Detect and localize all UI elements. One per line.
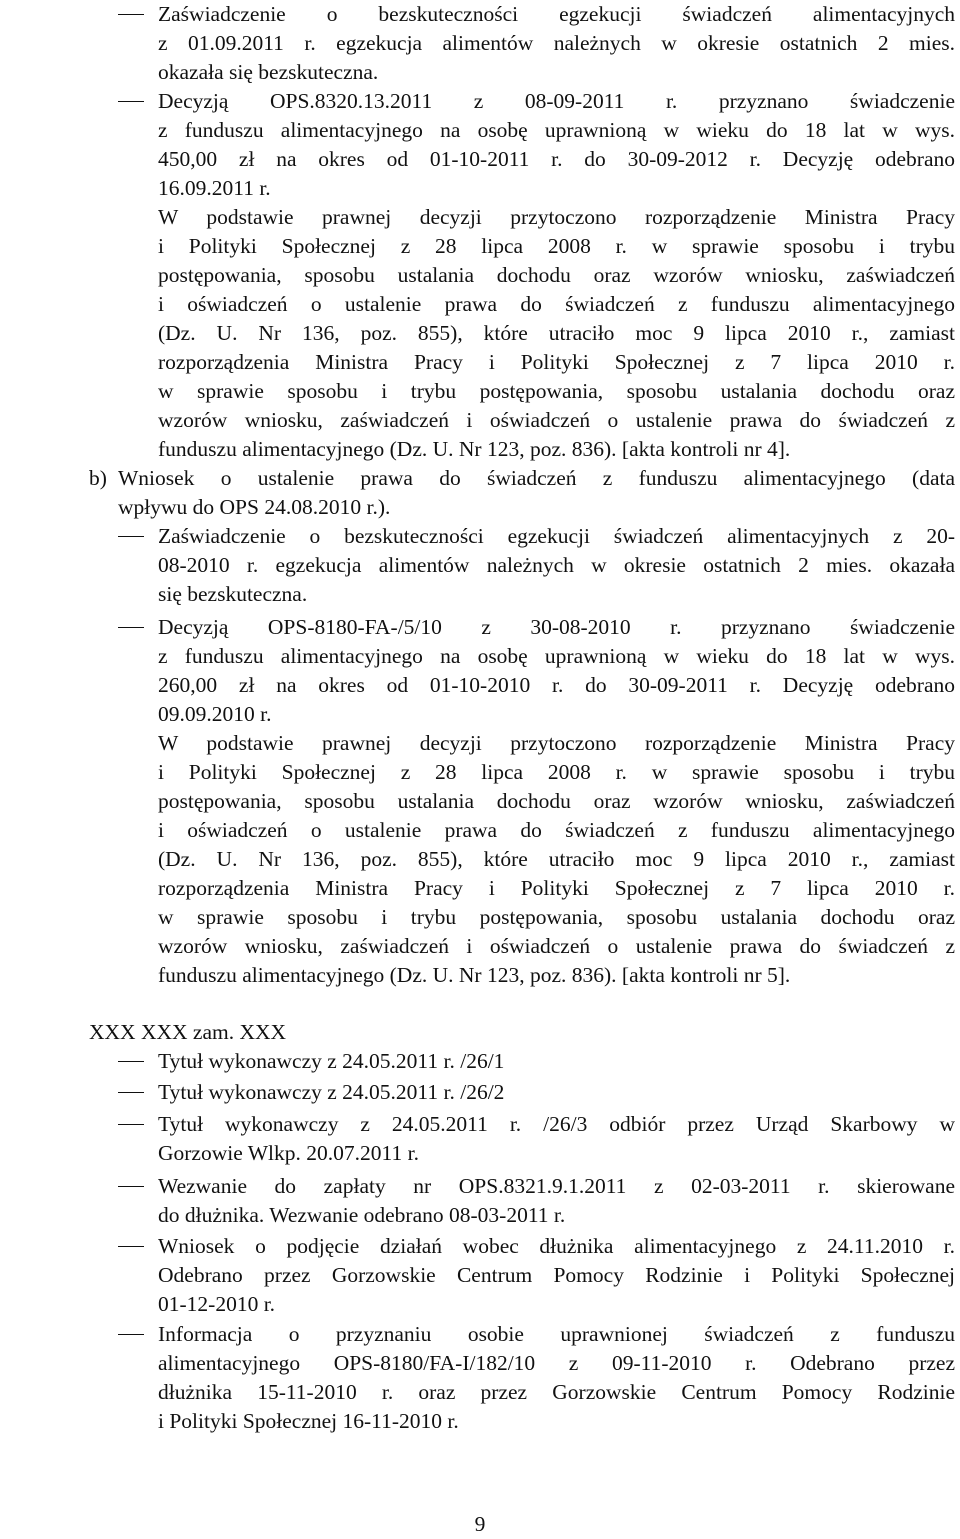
text-line: Decyzją OPS.8320.13.2011 z 08-09-2011 r. przyznano świadczenie bbox=[158, 89, 955, 113]
text-line: 16.09.2011 r. bbox=[158, 176, 271, 200]
text-line: w sprawie sposobu i trybu postępowania, sposobu ustalania dochodu oraz bbox=[158, 379, 955, 403]
dash-bullet bbox=[118, 1092, 144, 1093]
text-line: postępowania, sposobu ustalania dochodu oraz wzorów wniosku, zaświadczeń bbox=[158, 789, 955, 813]
text-line: 260,00 zł na okres od 01-10-2010 r. do 30-09-2011 r. Decyzję odebrano bbox=[158, 673, 955, 697]
text-line: 09.09.2010 r. bbox=[158, 702, 272, 726]
text-line: rozporządzenia Ministra Pracy i Polityki Społecznej z 7 lipca 2010 r. bbox=[158, 350, 955, 374]
text-line: z 01.09.2011 r. egzekucja alimentów należnych w okresie ostatnich 2 mies. bbox=[158, 31, 955, 55]
text-line: 08-2010 r. egzekucja alimentów należnych w okresie ostatnich 2 mies. okazała bbox=[158, 553, 955, 577]
text-line: Decyzją OPS-8180-FA-/5/10 z 30-08-2010 r. przyznano świadczenie bbox=[158, 615, 955, 639]
dash-bullet bbox=[118, 536, 144, 537]
text-line: w sprawie sposobu i trybu postępowania, sposobu ustalania dochodu oraz bbox=[158, 905, 955, 929]
dash-bullet bbox=[118, 1246, 144, 1247]
text-line: się bezskuteczna. bbox=[158, 582, 308, 606]
list-item bbox=[158, 0, 955, 87]
text-line: W podstawie prawnej decyzji przytoczono rozporządzenie Ministra Pracy bbox=[158, 731, 955, 755]
text-line: wpływu do OPS 24.08.2010 r.). bbox=[118, 495, 391, 519]
text-line: 01-12-2010 r. bbox=[158, 1292, 276, 1316]
text-line: Tytuł wykonawczy z 24.05.2011 r. /26/3 odbiór przez Urząd Skarbowy w bbox=[158, 1112, 955, 1136]
text-line: i Polityki Społecznej z 28 lipca 2008 r. w sprawie sposobu i trybu bbox=[158, 234, 955, 258]
list-item bbox=[158, 1078, 955, 1107]
text-line: Odebrano przez Gorzowskie Centrum Pomocy Rodzinie i Polityki Społecznej bbox=[158, 1263, 955, 1287]
text-line: Informacja o przyznaniu osobie uprawnionej świadczeń z funduszu bbox=[158, 1322, 955, 1346]
text-line: i Polityki Społecznej 16-11-2010 r. bbox=[158, 1409, 459, 1433]
text-line: W podstawie prawnej decyzji przytoczono rozporządzenie Ministra Pracy bbox=[158, 205, 955, 229]
text-line: Tytuł wykonawczy z 24.05.2011 r. /26/2 bbox=[158, 1080, 505, 1104]
dash-bullet bbox=[118, 14, 144, 15]
list-item bbox=[158, 87, 955, 464]
text-line: Wezwanie do zapłaty nr OPS.8321.9.1.2011 z 02-03-2011 r. skierowane bbox=[158, 1174, 955, 1198]
dash-bullet bbox=[118, 1334, 144, 1335]
text-line: dłużnika 15-11-2010 r. oraz przez Gorzowskie Centrum Pomocy Rodzinie bbox=[158, 1380, 955, 1404]
text-line: XXX XXX zam. XXX bbox=[89, 1020, 287, 1044]
list-item bbox=[158, 1172, 955, 1230]
text-line: Zaświadczenie o bezskuteczności egzekucji świadczeń alimentacyjnych bbox=[158, 2, 955, 26]
list-item bbox=[158, 1232, 955, 1319]
list-item bbox=[158, 1320, 955, 1436]
dash-bullet bbox=[118, 101, 144, 102]
text-line: (Dz. U. Nr 136, poz. 855), które utraciło moc 9 lipca 2010 r., zamiast bbox=[158, 847, 955, 871]
page-number: 9 bbox=[474, 1512, 486, 1536]
text-line: Tytuł wykonawczy z 24.05.2011 r. /26/1 bbox=[158, 1049, 505, 1073]
person-heading bbox=[89, 1018, 286, 1047]
list-item bbox=[158, 1047, 955, 1076]
text-line: postępowania, sposobu ustalania dochodu oraz wzorów wniosku, zaświadczeń bbox=[158, 263, 955, 287]
text-line: wzorów wniosku, zaświadczeń i oświadczeń o ustalenie prawa do świadczeń z bbox=[158, 408, 955, 432]
text-line: alimentacyjnego OPS-8180/FA-I/182/10 z 09-11-2010 r. Odebrano przez bbox=[158, 1351, 955, 1375]
text-line: Gorzowie Wlkp. 20.07.2011 r. bbox=[158, 1141, 419, 1165]
list-item bbox=[158, 522, 955, 609]
text-line: funduszu alimentacyjnego (Dz. U. Nr 123, poz. 836). [akta kontroli nr 4]. bbox=[158, 437, 791, 461]
text-line: do dłużnika. Wezwanie odebrano 08-03-2011 r. bbox=[158, 1203, 566, 1227]
text-line: rozporządzenia Ministra Pracy i Polityki Społecznej z 7 lipca 2010 r. bbox=[158, 876, 955, 900]
text-line: 450,00 zł na okres od 01-10-2011 r. do 30-09-2012 r. Decyzję odebrano bbox=[158, 147, 955, 171]
text-line: Zaświadczenie o bezskuteczności egzekucji świadczeń alimentacyjnych z 20- bbox=[158, 524, 955, 548]
list-item bbox=[158, 1110, 955, 1168]
text-line: i oświadczeń o ustalenie prawa do świadczeń z funduszu alimentacyjnego bbox=[158, 818, 955, 842]
dash-bullet bbox=[118, 1061, 144, 1062]
text-line: Wniosek o podjęcie działań wobec dłużnika alimentacyjnego z 24.11.2010 r. bbox=[158, 1234, 955, 1258]
list-item bbox=[158, 613, 955, 990]
text-line: z funduszu alimentacyjnego na osobę uprawnioną w wieku do 18 lat w wys. bbox=[158, 644, 955, 668]
text-line: i Polityki Społecznej z 28 lipca 2008 r. w sprawie sposobu i trybu bbox=[158, 760, 955, 784]
text-line: Wniosek o ustalenie prawa do świadczeń z funduszu alimentacyjnego (data bbox=[118, 466, 955, 490]
dash-bullet bbox=[118, 627, 144, 628]
text-line: okazała się bezskuteczna. bbox=[158, 60, 379, 84]
dash-bullet bbox=[118, 1186, 144, 1187]
section-b-heading bbox=[118, 464, 955, 522]
text-line: (Dz. U. Nr 136, poz. 855), które utraciło moc 9 lipca 2010 r., zamiast bbox=[158, 321, 955, 345]
text-line: z funduszu alimentacyjnego na osobę uprawnioną w wieku do 18 lat w wys. bbox=[158, 118, 955, 142]
dash-bullet bbox=[118, 1124, 144, 1125]
section-marker: b) bbox=[89, 466, 107, 490]
text-line: funduszu alimentacyjnego (Dz. U. Nr 123, poz. 836). [akta kontroli nr 5]. bbox=[158, 963, 791, 987]
text-line: wzorów wniosku, zaświadczeń i oświadczeń o ustalenie prawa do świadczeń z bbox=[158, 934, 955, 958]
text-line: i oświadczeń o ustalenie prawa do świadczeń z funduszu alimentacyjnego bbox=[158, 292, 955, 316]
